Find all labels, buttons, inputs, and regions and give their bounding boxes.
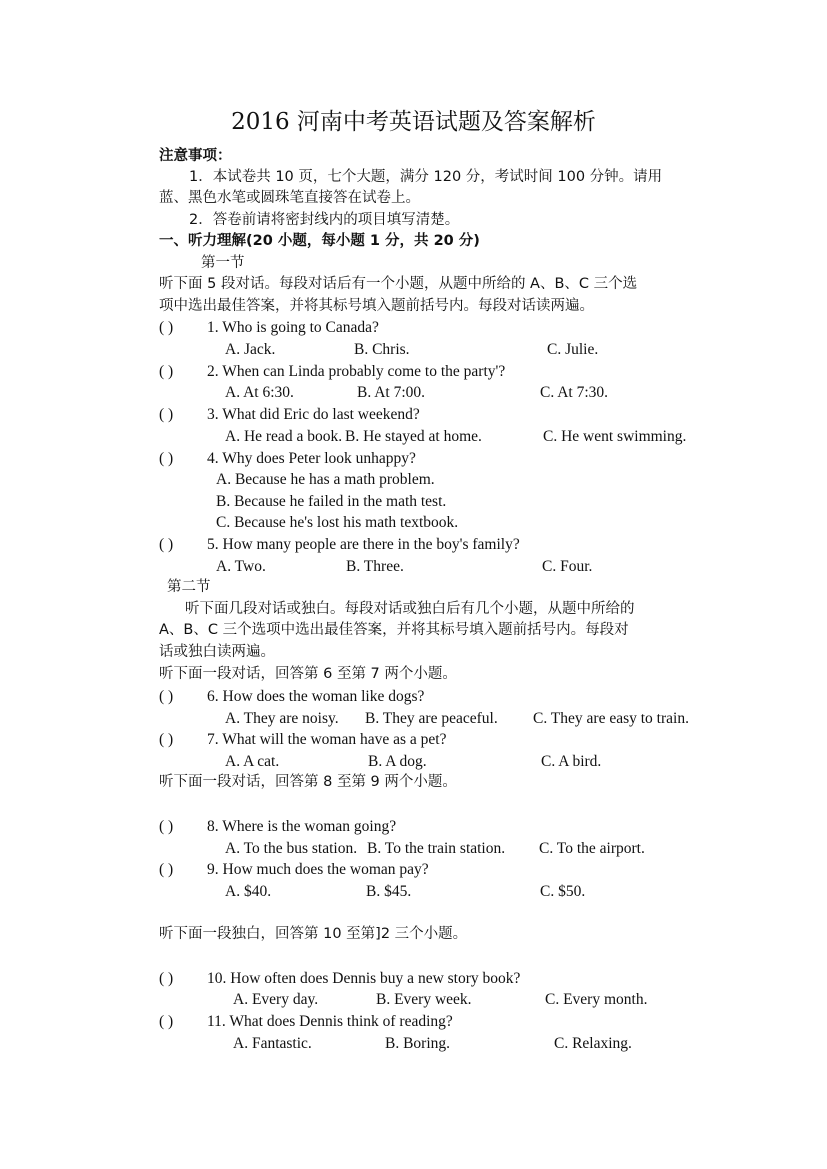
option-c: C. Julie. <box>547 341 599 358</box>
question-text: 3. What did Eric do last weekend? <box>207 406 420 423</box>
part-2-instructions-line-2: A、B、C 三个选项中选出最佳答案，并将其标号填入题前括号内。每段对 <box>159 622 629 638</box>
question-text: 11. What does Dennis think of reading? <box>207 1013 453 1030</box>
answer-blank[interactable]: ( ) <box>159 1013 174 1030</box>
question-4 <box>159 451 416 467</box>
question-9 <box>159 862 429 878</box>
option-a: A. He read a book. <box>225 428 343 445</box>
option-a: A. A cat. <box>225 753 280 770</box>
option-b: B. To the train station. <box>367 840 506 857</box>
question-11 <box>159 1014 453 1030</box>
page-title: 2016 河南中考英语试题及答案解析 <box>231 109 596 135</box>
answer-blank[interactable]: ( ) <box>159 406 174 423</box>
option-b: B. Boring. <box>385 1035 451 1052</box>
option-a: A. At 6:30. <box>225 384 294 401</box>
part-2-label: 第二节 <box>167 579 211 595</box>
part-1-label: 第一节 <box>201 255 245 271</box>
answer-blank[interactable]: ( ) <box>159 450 174 467</box>
answer-blank[interactable]: ( ) <box>159 536 174 553</box>
option-b: B. They are peaceful. <box>365 710 498 727</box>
option-a: A. To the bus station. <box>225 840 358 857</box>
section-heading: 一、听力理解(20 小题，每小题 1 分，共 20 分) <box>159 233 480 249</box>
group-instruction-8-9: 听下面一段对话，回答第 8 至第 9 两个小题。 <box>159 774 457 790</box>
option-c: C. Every month. <box>545 991 648 1008</box>
option-c: C. Four. <box>542 558 593 575</box>
option-a: A. $40. <box>225 883 272 900</box>
question-6 <box>159 689 424 705</box>
notice-item-2: 2．答卷前请将密封线内的项目填写清楚。 <box>189 212 460 228</box>
option-c: C. Because he's lost his math textbook. <box>216 514 459 531</box>
answer-blank[interactable]: ( ) <box>159 970 174 987</box>
answer-blank[interactable]: ( ) <box>159 688 174 705</box>
group-instruction-10-12: 听下面一段独白，回答第 10 至第]2 三个小题。 <box>159 926 468 942</box>
option-a: A. Fantastic. <box>233 1035 312 1052</box>
group-instruction-6-7: 听下面一段对话，回答第 6 至第 7 两个小题。 <box>159 666 457 682</box>
option-a: A. Jack. <box>225 341 276 358</box>
notice-heading: 注意事项： <box>159 148 232 164</box>
question-8 <box>159 819 396 835</box>
question-2 <box>159 364 505 380</box>
question-text: 7. What will the woman have as a pet? <box>207 731 447 748</box>
part-1-instructions-line-1: 听下面 5 段对话。每段对话后有一个小题，从题中所给的 A、B、C 三个选 <box>159 276 638 292</box>
answer-blank[interactable]: ( ) <box>159 363 174 380</box>
option-c: C. A bird. <box>541 753 602 770</box>
answer-blank[interactable]: ( ) <box>159 818 174 835</box>
question-text: 4. Why does Peter look unhappy? <box>207 450 416 467</box>
question-text: 6. How does the woman like dogs? <box>207 688 425 705</box>
answer-blank[interactable]: ( ) <box>159 861 174 878</box>
option-c: C. They are easy to train. <box>533 710 689 727</box>
option-b: B. $45. <box>366 883 412 900</box>
notice-item-1-line-1: 1．本试卷共 10 页，七个大题，满分 120 分，考试时间 100 分钟。请用 <box>189 169 663 185</box>
answer-blank[interactable]: ( ) <box>159 319 174 336</box>
question-1 <box>159 320 379 336</box>
option-c: C. To the airport. <box>539 840 645 857</box>
question-text: 5. How many people are there in the boy's family? <box>207 536 520 553</box>
option-c: C. He went swimming. <box>543 428 687 445</box>
option-c: C. At 7:30. <box>540 384 609 401</box>
option-b: B. Chris. <box>354 341 410 358</box>
answer-blank[interactable]: ( ) <box>159 731 174 748</box>
notice-item-1-line-2: 蓝、黑色水笔或圆珠笔直接答在试卷上。 <box>159 190 420 206</box>
question-10 <box>159 971 520 987</box>
part-2-instructions-line-1: 听下面几段对话或独白。每段对话或独白后有几个小题，从题中所给的 <box>185 601 635 617</box>
option-c: C. Relaxing. <box>554 1035 632 1052</box>
question-3 <box>159 407 420 423</box>
option-b: B. Every week. <box>376 991 472 1008</box>
question-text: 2. When can Linda probably come to the party'? <box>207 363 506 380</box>
option-b: B. Because he failed in the math test. <box>216 493 447 510</box>
question-text: 10. How often does Dennis buy a new story book? <box>207 970 521 987</box>
option-b: B. Three. <box>346 558 404 575</box>
option-a: A. They are noisy. <box>225 710 339 727</box>
part-2-instructions-line-3: 话或独白读两遍。 <box>159 644 275 660</box>
question-text: 1. Who is going to Canada? <box>207 319 379 336</box>
question-text: 9. How much does the woman pay? <box>207 861 429 878</box>
option-b: B. A dog. <box>368 753 427 770</box>
option-a: A. Every day. <box>233 991 319 1008</box>
question-text: 8. Where is the woman going? <box>207 818 397 835</box>
option-a: A. Because he has a math problem. <box>216 471 435 488</box>
option-b: B. At 7:00. <box>357 384 426 401</box>
option-a: A. Two. <box>216 558 266 575</box>
option-c: C. $50. <box>540 883 586 900</box>
part-1-instructions-line-2: 项中选出最佳答案，并将其标号填入题前括号内。每段对话读两遍。 <box>159 298 594 314</box>
question-7 <box>159 732 446 748</box>
option-b: B. He stayed at home. <box>345 428 482 445</box>
question-5 <box>159 537 520 553</box>
